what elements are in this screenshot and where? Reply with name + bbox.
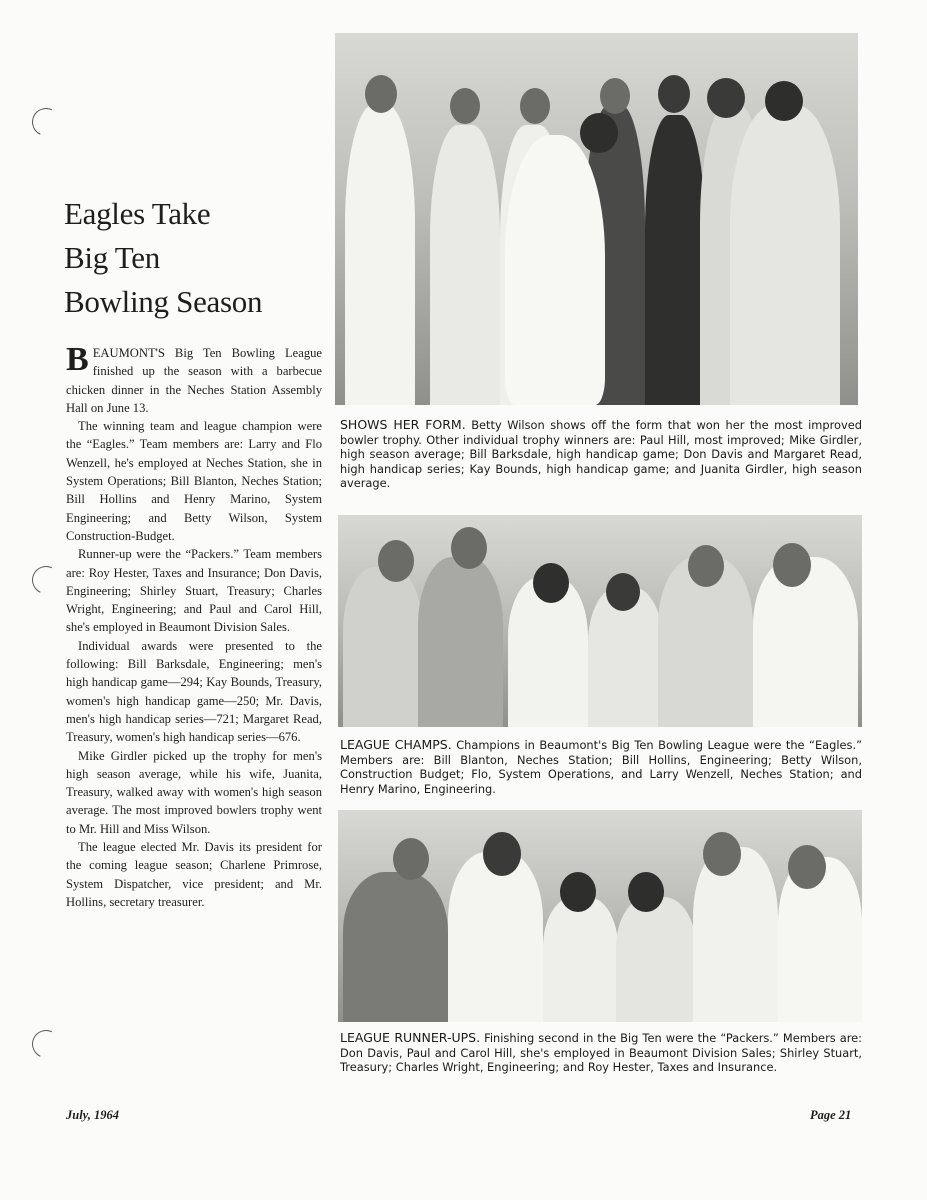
footer-date: July, 1964 — [66, 1108, 120, 1122]
caption-text: Champions in Beaumont's Big Ten Bowling League were the “Eagles.” Members are: Bill Blanton, Neches Station; Bill Hollins, Engineering; Betty Wilson, Construction Budget; Flo, System Operations, and Larry Wenzell, Neches Station; and Henry Marino, Engineering. — [340, 738, 862, 796]
article-paragraph: Runner-up were the “Packers.” Team members are: Roy Hester, Taxes and Insurance; Don Davis, Engineering; Shirley Stuart, Treasury; Charles Wright, Engineering; and Paul and Carol Hill, she's employed in Beaumont Division Sales. — [66, 547, 322, 635]
caption-heading: LEAGUE RUNNER-UPS. — [340, 1030, 481, 1045]
article-paragraph: The league elected Mr. Davis its president for the coming league season; Charlene Primrose, System Dispatcher, vice president; and Mr. Hollins, secretary treasurer. — [66, 840, 322, 909]
article-title — [64, 192, 324, 324]
article-paragraph: The winning team and league champion were the “Eagles.” Team members are: Larry and Flo Wenzell, he's employed at Neches Station, she in System Operations; Bill Blanton, Neches Station; Bill Hollins and Henry Marino, System Engineering; and Betty Wilson, System Construction-Budget. — [66, 419, 322, 543]
photo-caption — [340, 1031, 862, 1075]
caption-text: Betty Wilson shows off the form that won her the most improved bowler trophy. Other individual trophy winners are: Paul Hill, most improved; Mike Girdler, high season average; Bill Barksdale, high handicap game; Don Davis and Margaret Read, high handicap series; Kay Bounds, high handicap game; and Juanita Girdler, high season average. — [340, 418, 862, 491]
article-paragraph: Individual awards were presented to the following: Bill Barksdale, Engineering; men's high handicap game—294; Kay Bounds, Treasury, women's high handicap game—250; Mr. Davis, men's high handicap series—721; Margaret Read, Treasury, women's high handicap series—676. — [66, 638, 322, 745]
title-line: Big Ten — [64, 240, 160, 275]
caption-heading: SHOWS HER FORM. — [340, 417, 466, 432]
caption-heading: LEAGUE CHAMPS. — [340, 737, 452, 752]
title-line: Bowling Season — [64, 284, 263, 319]
page-number: Page 21 — [810, 1108, 852, 1122]
binder-hole — [28, 104, 64, 140]
paragraph-text: EAUMONT'S Big Ten Bowling League finished up the season with a barbecue chicken dinner in the Neches Station Assembly Hall on June 13. — [66, 346, 322, 415]
photo-caption — [340, 418, 862, 491]
binder-hole — [28, 1026, 64, 1062]
binder-hole — [28, 562, 64, 598]
article-body — [66, 341, 322, 911]
caption-text: Finishing second in the Big Ten were the “Packers.” Members are: Don Davis, Paul and Carol Hill, she's employed in Beaumont Division Sales; Shirley Stuart, Treasury; Charles Wright, Engineering; and Roy Hester, Taxes and Insurance. — [340, 1031, 863, 1075]
photo-league-runner-ups — [338, 810, 862, 1022]
article-paragraph — [66, 341, 322, 417]
article-paragraph: Mike Girdler picked up the trophy for men's high season average, while his wife, Juanita, Treasury, walked away with women's high season average. The most improved bowlers trophy went to Mr. Hill and Miss Wilson. — [66, 748, 322, 836]
title-line: Eagles Take — [64, 196, 211, 231]
drop-cap: B — [66, 341, 89, 378]
photo-league-champs — [338, 515, 862, 727]
photo-shows-her-form — [335, 33, 858, 405]
photo-caption — [340, 738, 862, 796]
